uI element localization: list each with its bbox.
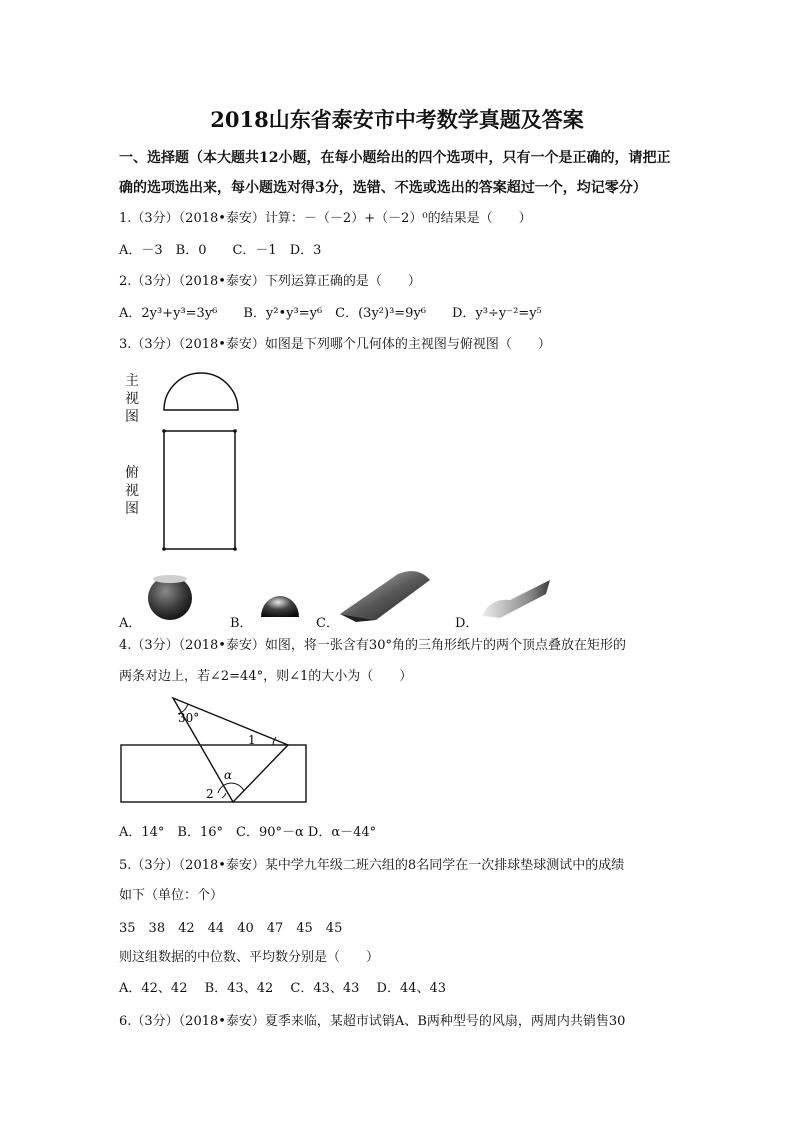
page-title: 2018山东省泰安市中考数学真题及答案 xyxy=(210,107,584,132)
section-heading-line2: 确的选项选出来，每小题选对得3分，选错、不选或选出的答案超过一个，均记零分） xyxy=(119,180,647,196)
q5-scores: 35 38 42 44 40 47 45 45 xyxy=(119,921,343,936)
q5-options: A．42、42 B．43、42 C．43、43 D．44、43 xyxy=(119,981,447,996)
section-heading-line1: 一、选择题（本大题共12小题，在每小题给出的四个选项中，只有一个是正确的，请把正 xyxy=(119,150,671,166)
fig-label-30: 30° xyxy=(178,711,200,725)
front-view-semicircle xyxy=(160,368,242,414)
q4-stem-line2: 两条对边上，若∠2=44°，则∠1的大小为（ ） xyxy=(119,669,413,684)
q3-option-a-label: A． xyxy=(119,616,142,631)
q1-stem: 1.（3分）（2018•泰安）计算：－（－2）+（－2）⁰的结果是（ ） xyxy=(119,211,532,226)
q3-option-b-label: B． xyxy=(230,616,253,631)
q3-option-c-label: C． xyxy=(316,616,339,631)
q4-triangle-rectangle-figure xyxy=(118,694,310,806)
q5-stem-line1: 5.（3分）（2018•泰安）某中学九年级二班六组的8名同学在一次排球垫球测试中的成绩 xyxy=(119,858,625,873)
option-c-half-cylinder xyxy=(336,566,436,622)
option-b-hemisphere xyxy=(258,590,302,620)
q6-stem: 6.（3分）（2018•泰安）夏季来临，某超市试销A、B两种型号的风扇，两周内共销售30 xyxy=(119,1014,626,1029)
option-a-sphere-cut xyxy=(145,570,195,622)
option-d-wedge xyxy=(476,576,556,620)
fig-label-2: 2 xyxy=(206,787,214,801)
front-view-label: 主 视 图 xyxy=(125,373,139,425)
q4-options: A．14° B．16° C．90°－α D．α－44° xyxy=(119,825,377,840)
q5-question: 则这组数据的中位数、平均数分别是（ ） xyxy=(119,950,380,965)
q3-option-d-label: D． xyxy=(455,616,479,631)
fig-label-1: 1 xyxy=(248,733,256,747)
q5-stem-line2: 如下（单位：个） xyxy=(119,888,224,903)
q3-stem: 3.（3分）（2018•泰安）如图是下列哪个几何体的主视图与俯视图（ ） xyxy=(119,337,551,352)
q4-stem-line1: 4.（3分）（2018•泰安）如图，将一张含有30°角的三角形纸片的两个顶点叠放在矩形的 xyxy=(119,638,626,653)
top-view-label: 俯 视 图 xyxy=(125,465,139,517)
top-view-rectangle xyxy=(160,428,240,554)
fig-label-alpha: α xyxy=(224,768,233,782)
q2-options: A．2y³+y³=3y⁶ B．y²•y³=y⁶ C．(3y²)³=9y⁶ D．y³÷y⁻²=y⁵ xyxy=(119,306,542,321)
q2-stem: 2.（3分）（2018•泰安）下列运算正确的是（ ） xyxy=(119,274,421,289)
q1-options: A．－3 B．0 C．－1 D．3 xyxy=(119,243,322,258)
